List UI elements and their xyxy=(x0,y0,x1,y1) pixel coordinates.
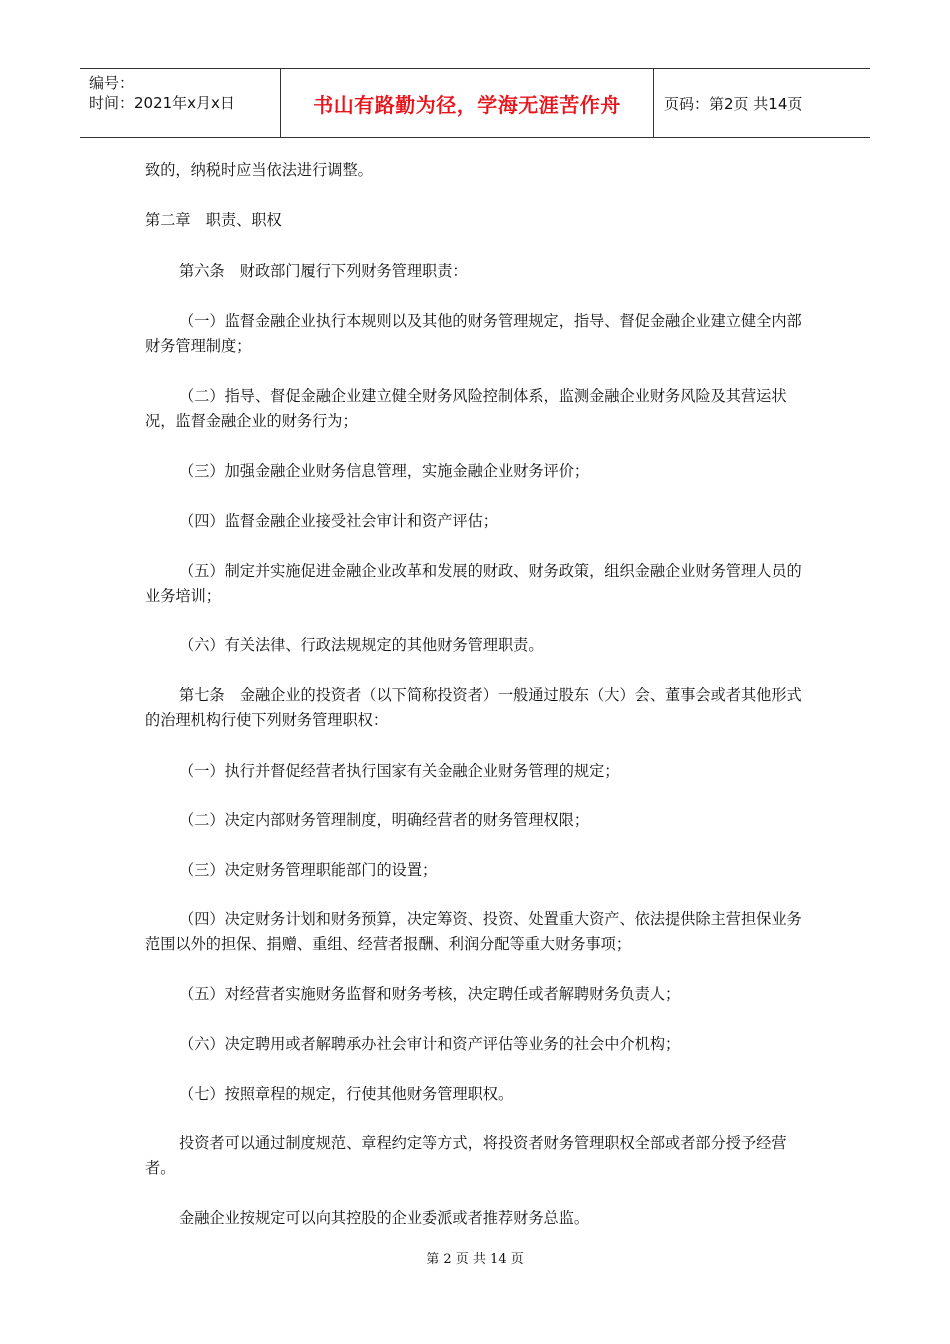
list-item: （七）按照章程的规定，行使其他财务管理职权。 xyxy=(179,1085,514,1103)
list-item: （三）加强金融企业财务信息管理，实施金融企业财务评价； xyxy=(179,462,590,480)
article-heading: 第七条 金融企业的投资者（以下简称投资者）一般通过股东（大）会、董事会或者其他形式的治理机构行使下列财务管理职权： xyxy=(145,686,802,729)
document-number-label: 编号： xyxy=(89,74,135,92)
paragraph: 致的，纳税时应当依法进行调整。 xyxy=(145,161,373,179)
header-motto: 书山有路勤为径，学海无涯苦作舟 xyxy=(281,69,654,137)
list-item: （六）有关法律、行政法规规定的其他财务管理职责。 xyxy=(179,636,544,654)
paragraph: 投资者可以通过制度规范、章程约定等方式，将投资者财务管理职权全部或者部分授予经营者。 xyxy=(145,1134,787,1177)
page-header xyxy=(80,68,870,138)
list-item: （三）决定财务管理职能部门的设置； xyxy=(179,861,438,879)
list-item: （一）监督金融企业执行本规则以及其他的财务管理规定，指导、督促金融企业建立健全内部财务管理制度； xyxy=(145,312,802,355)
list-item: （一）执行并督促经营者执行国家有关金融企业财务管理的规定； xyxy=(179,762,620,780)
document-time-label: 时间：2021年x月x日 xyxy=(89,94,235,112)
list-item: （四）决定财务计划和财务预算，决定筹资、投资、处置重大资产、依法提供除主营担保业务范围以外的担保、捐赠、重组、经营者报酬、利润分配等重大财务事项； xyxy=(145,910,802,953)
list-item: （五）对经营者实施财务监督和财务考核，决定聘任或者解聘财务负责人； xyxy=(179,985,681,1003)
article-heading: 第六条 财政部门履行下列财务管理职责： xyxy=(179,262,468,280)
page-footer: 第 2 页 共 14 页 xyxy=(426,1252,524,1267)
list-item: （二）指导、督促金融企业建立健全财务风险控制体系，监测金融企业财务风险及其营运状况，监督金融企业的财务行为； xyxy=(145,387,787,430)
list-item: （四）监督金融企业接受社会审计和资产评估； xyxy=(179,512,498,530)
list-item: （二）决定内部财务管理制度，明确经营者的财务管理权限； xyxy=(179,811,590,829)
header-page-info: 页码：第2页 共14页 xyxy=(664,94,803,113)
header-meta xyxy=(80,69,281,137)
list-item: （五）制定并实施促进金融企业改革和发展的财政、财务政策，组织金融企业财务管理人员的业务培训； xyxy=(145,562,802,605)
paragraph: 金融企业按规定可以向其控股的企业委派或者推荐财务总监。 xyxy=(179,1209,590,1227)
list-item: （六）决定聘用或者解聘承办社会审计和资产评估等业务的社会中介机构； xyxy=(179,1035,681,1053)
chapter-heading: 第二章 职责、职权 xyxy=(145,211,282,229)
